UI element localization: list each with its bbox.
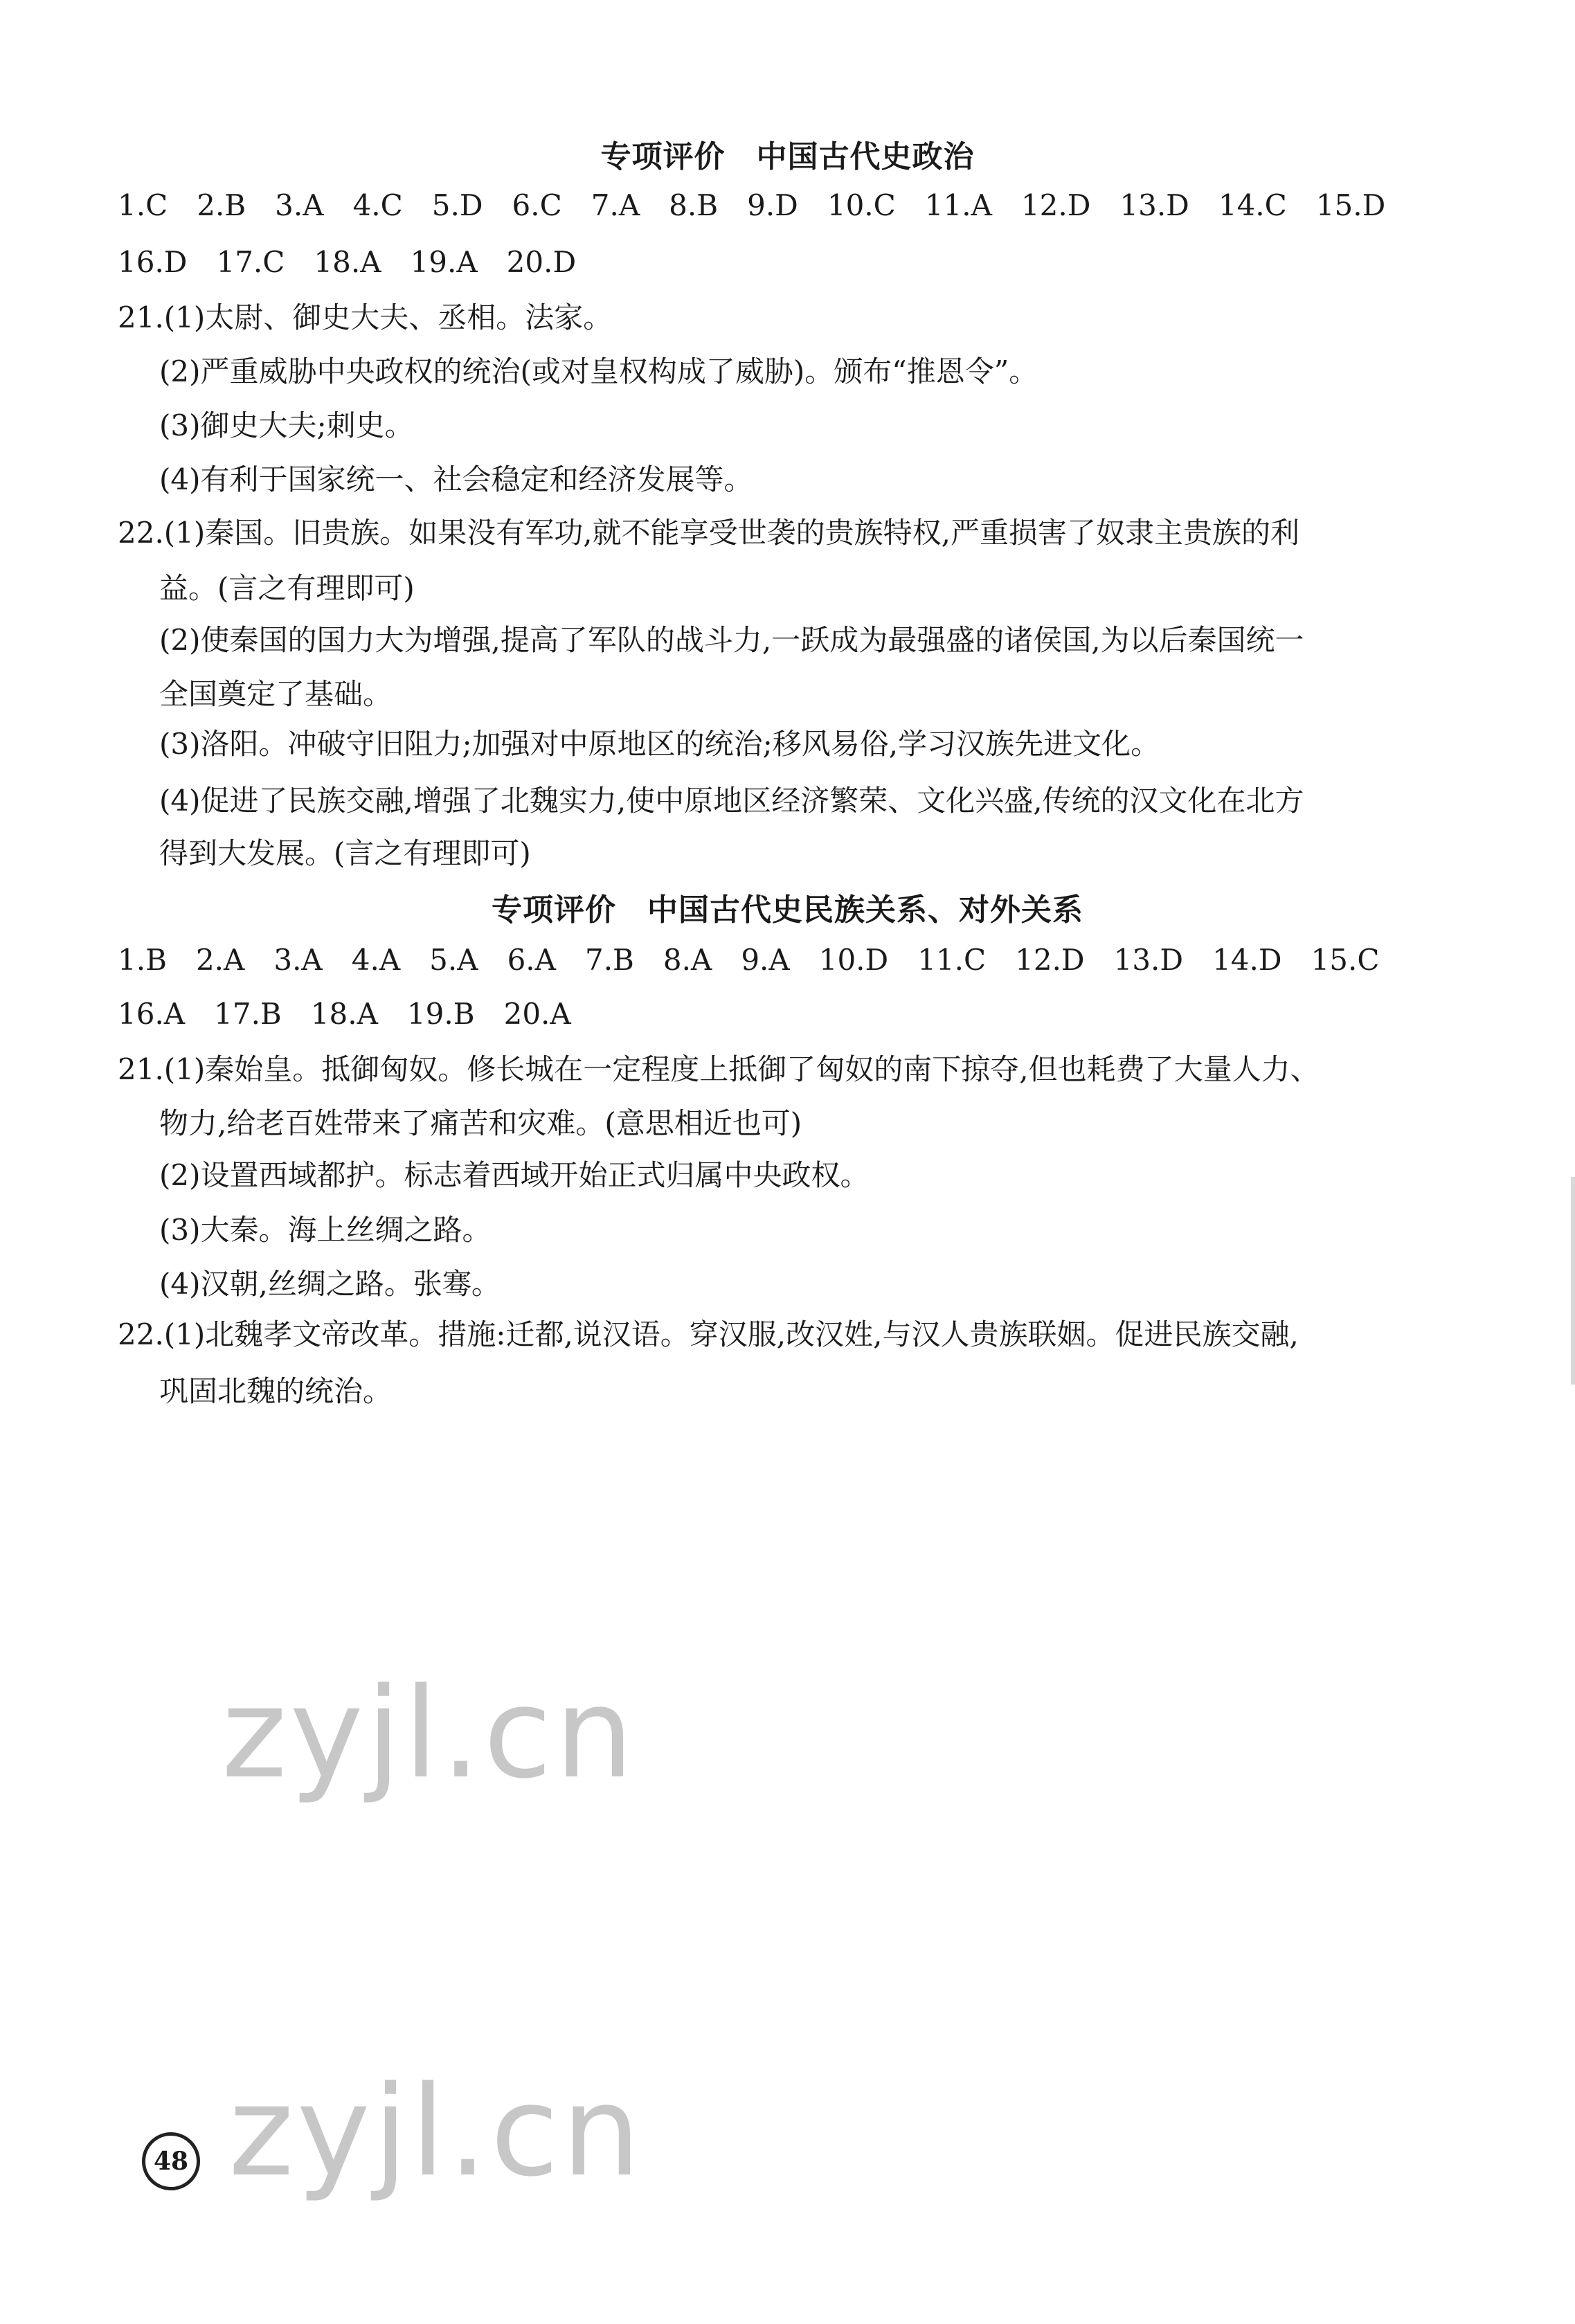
choice-answer: 10.C [827, 188, 896, 222]
choice-answer: 1.B [118, 943, 167, 977]
watermark: zyjl.cn [222, 1661, 637, 1806]
answer-line: 21.(1)太尉、御史大夫、丞相。法家。 [118, 300, 613, 334]
choice-answer: 11.C [917, 943, 987, 977]
choice-answer: 12.D [1020, 188, 1091, 222]
choice-answer: 15.C [1311, 943, 1380, 977]
choice-answer: 4.A [351, 943, 401, 977]
answer-row [118, 943, 1408, 978]
choice-answer: 5.A [429, 943, 478, 977]
choice-answer: 18.A [314, 245, 381, 279]
answer-line: 22.(1)北魏孝文帝改革。措施:迁都,说汉语。穿汉服,改汉姓,与汉人贵族联姻。促进民族交融, [118, 1317, 1299, 1351]
choice-answer: 19.A [410, 245, 478, 279]
choice-answer: 13.D [1119, 188, 1189, 222]
choice-answer: 19.B [406, 997, 475, 1031]
choice-answer: 14.C [1218, 188, 1287, 222]
choice-answer: 16.A [118, 997, 186, 1031]
page-number-badge: 48 [142, 2132, 200, 2190]
choice-answer: 17.B [214, 997, 282, 1031]
answer-row [118, 997, 600, 1032]
answer-line: (2)设置西域都护。标志着西域开始正式归属中央政权。 [159, 1158, 870, 1192]
choice-answer: 18.A [310, 997, 378, 1031]
page-edge-shadow [1571, 1177, 1575, 1385]
choice-answer: 12.D [1015, 943, 1085, 977]
choice-answer: 20.D [506, 245, 577, 279]
choice-answer: 13.D [1113, 943, 1184, 977]
answer-line: (2)严重威胁中央政权的统治(或对皇权构成了威胁)。颁布“推恩令”。 [159, 354, 1038, 388]
answer-line: (4)有利于国家统一、社会稳定和经济发展等。 [159, 462, 753, 496]
watermark: zyjl.cn [228, 2060, 644, 2204]
choice-answer: 9.D [747, 188, 798, 222]
choice-answer: 2.B [197, 188, 246, 222]
choice-answer: 15.D [1315, 188, 1386, 222]
answer-row [118, 245, 605, 280]
choice-answer: 17.C [216, 245, 285, 279]
choice-answer: 11.A [924, 188, 992, 222]
section-title-politics: 专项评价 中国古代史政治 [600, 139, 975, 174]
choice-answer: 4.C [352, 188, 403, 222]
choice-answer: 6.A [507, 943, 556, 977]
choice-answer: 20.A [503, 997, 571, 1031]
choice-answer: 3.A [275, 188, 324, 222]
answer-line: 22.(1)秦国。旧贵族。如果没有军功,就不能享受世袭的贵族特权,严重损害了奴隶主贵族的利 [118, 516, 1299, 550]
choice-answer: 2.A [195, 943, 245, 977]
choice-answer: 14.D [1212, 943, 1282, 977]
answer-line: 21.(1)秦始皇。抵御匈奴。修长城在一定程度上抵御了匈奴的南下掠夺,但也耗费了大量人力、 [118, 1052, 1320, 1086]
answer-line: (3)大秦。海上丝绸之路。 [159, 1213, 492, 1247]
answer-line: 全国奠定了基础。 [159, 677, 393, 711]
choice-answer: 5.D [431, 188, 483, 222]
choice-answer: 7.B [584, 943, 634, 977]
answer-line: (3)洛阳。冲破守旧阻力;加强对中原地区的统治;移风易俗,学习汉族先进文化。 [159, 727, 1160, 761]
choice-answer: 10.D [818, 943, 889, 977]
choice-answer: 6.C [512, 188, 562, 222]
answer-line: 益。(言之有理即可) [159, 571, 415, 605]
choice-answer: 9.A [741, 943, 790, 977]
choice-answer: 1.C [118, 188, 168, 222]
answer-line: (4)汉朝,丝绸之路。张骞。 [159, 1267, 501, 1301]
answer-line: 巩固北魏的统治。 [159, 1374, 393, 1408]
answer-line: (3)御史大夫;刺史。 [159, 408, 414, 442]
answer-line: 得到大发展。(言之有理即可) [159, 836, 531, 870]
answer-row [118, 188, 1414, 223]
choice-answer: 7.A [591, 188, 640, 222]
choice-answer: 8.B [669, 188, 719, 222]
choice-answer: 3.A [273, 943, 323, 977]
choice-answer: 8.A [663, 943, 712, 977]
choice-answer: 16.D [118, 245, 188, 279]
answer-line: 物力,给老百姓带来了痛苦和灾难。(意思相近也可) [159, 1106, 802, 1140]
section-title-ethnic-foreign-relations: 专项评价 中国古代史民族关系、对外关系 [492, 892, 1083, 928]
answer-line: (4)促进了民族交融,增强了北魏实力,使中原地区经济繁荣、文化兴盛,传统的汉文化在北方 [159, 784, 1304, 818]
answer-line: (2)使秦国的国力大为增强,提高了军队的战斗力,一跃成为最强盛的诸侯国,为以后秦国统一 [159, 623, 1304, 657]
